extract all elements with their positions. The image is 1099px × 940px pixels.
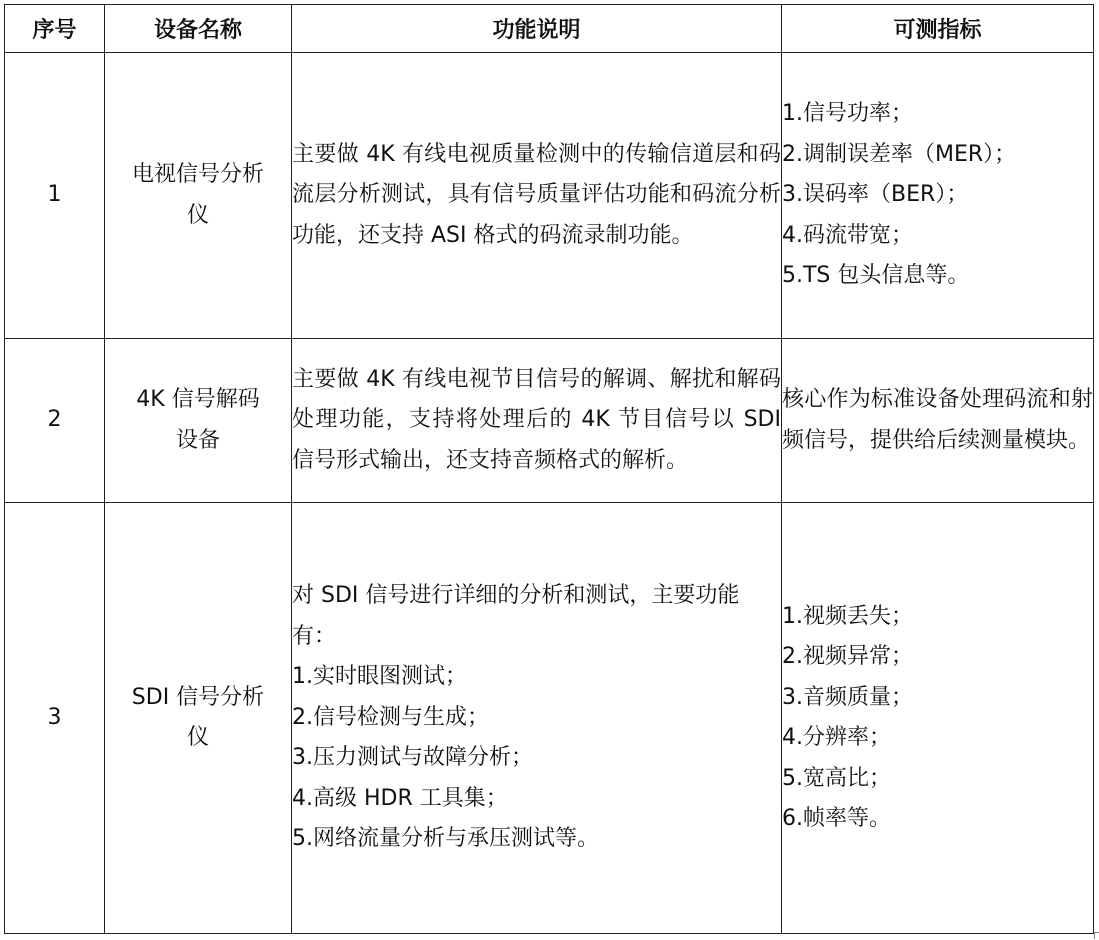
header-function: 功能说明 [292,5,782,53]
device-name-line: 仪 [186,725,209,750]
metric-item: 3.音频质量； [782,684,913,710]
metric-item: 4.码流带宽； [782,222,913,248]
page-corner-mark [1094,932,1099,939]
device-name-line: 4K 信号解码 [136,387,260,412]
metrics-cell [782,53,1094,339]
table-header-row [5,5,1094,53]
row-index: 3 [5,503,105,934]
device-name-line: 仪 [186,202,209,228]
function-cell: 主要做 4K 有线电视质量检测中的传输信道层和码流层分析测试，具有信号质量评估功能和码流分析功能，还支持 ASI 格式的码流录制功能。 [292,53,782,339]
metric-item: 2.调制误差率（MER）； [782,141,1017,167]
header-metrics: 可测指标 [782,5,1094,53]
metric-item: 4.分辨率； [782,725,891,750]
header-device-name: 设备名称 [105,5,292,53]
function-intro: 对 SDI 信号进行详细的分析和测试，主要功能有： [292,583,740,649]
metric-item: 5.宽高比； [782,765,891,791]
table-row [5,53,1094,339]
function-item: 5.网络流量分析与承压测试等。 [292,826,599,852]
function-item: 1.实时眼图测试； [292,664,467,690]
metrics-cell [782,503,1094,934]
metric-item: 2.视频异常； [782,644,913,669]
header-index: 序号 [5,5,105,53]
device-spec-table [4,4,1094,934]
device-name-line: 电视信号分析 [131,162,264,187]
row-index: 2 [5,339,105,503]
metric-item: 1.信号功率； [782,101,913,127]
metric-item: 1.视频丢失； [782,603,913,629]
device-name-cell [105,503,292,934]
metrics-cell: 核心作为标准设备处理码流和射频信号，提供给后续测量模块。 [782,339,1094,503]
function-item: 2.信号检测与生成； [292,704,489,730]
metric-item: 5.TS 包头信息等。 [782,263,970,289]
function-cell: 主要做 4K 有线电视节目信号的解调、解扰和解码处理功能，支持将处理后的 4K 节目信号以 SDI 信号形式输出，还支持音频格式的解析。 [292,339,782,503]
metric-item: 6.帧率等。 [782,806,891,831]
device-name-cell [105,339,292,503]
device-name-cell [105,53,292,339]
device-name-line: 设备 [175,427,220,453]
function-cell [292,503,782,934]
row-index: 1 [5,53,105,339]
function-item: 4.高级 HDR 工具集； [292,785,508,811]
device-name-line: SDI 信号分析 [131,684,265,710]
table-row [5,339,1094,503]
function-item: 3.压力测试与故障分析； [292,745,533,771]
table-row [5,503,1094,934]
metric-item: 3.误码率（BER）； [782,182,969,208]
